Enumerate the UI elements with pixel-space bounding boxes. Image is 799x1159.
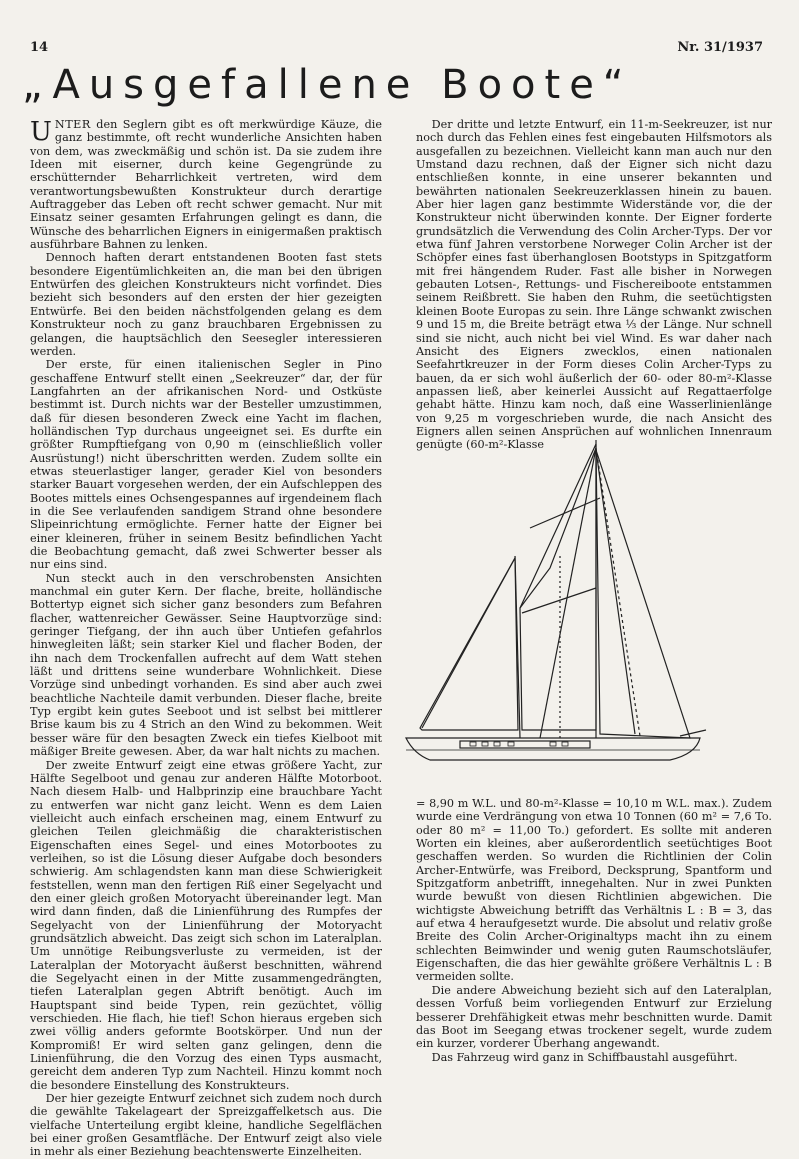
- staysail-luff: [596, 450, 635, 734]
- stay: [540, 448, 596, 738]
- jib-sail: [596, 450, 690, 738]
- paragraph: Der zweite Entwurf zeigt eine etwas größere Yacht, zur Hälfte Segelboot und genau zur anderen Hälfte Motorboot. Nach diesem Halb- und Halbprinzip eine brauchbare Yacht zu entwerfen war nicht ganz leicht. Wenn es dem Laien vielleicht auch einfach erscheinen mag, einem Entwurf zu gleichen Teilen gleichmäßig die charakteristischen Eigenschaften eines Segel- und eines Motorbootes zu verleihen, so ist die Lösung dieser Aufgabe doch besonders schwierig. Am schlagendsten kann man diese Schwierigkeit feststellen, wenn man den fertigen Riß einer Segelyacht und den einer gleich großen Motoryacht übereinander legt. Man wird dann finden, daß die Linienführung des Rumpfes der Segelyacht von der Linienführung der Motoryacht grundsätzlich abweicht. Das zeigt sich schon im Lateralplan. Um unnötige Reibungsverluste zu vermeiden, ist der Lateralplan der Motoryacht äußerst beschnitten, während die Segelyacht einen in der Mitte zusammengedrängten, tiefen Lateralplan gegen Abtrift benötigt. Auch im Hauptspant sind beide Typen, rein gezüchtet, völlig verschieden. Hie flach, hie tief! Schon hieraus ergeben sich zwei völlig anders geformte Bootskörper. Und nun der Kompromiß! Er wird selten ganz gelingen, denn die Linienführung, die den Vorzug des einen Typs ausmacht, gereicht dem anderen Typ zum Nachteil. Hinzu kommt noch die besondere Einstellung des Konstrukteurs.: [30, 758, 382, 1092]
- paragraph: Dennoch haften derart entstandenen Booten fast stets besondere Eigentümlichkeiten an, die man bei den übrigen Entwürfen des gleichen Konstrukteurs nicht vorfindet. Dies bezieht sich besonders auf den ersten der hier gezeigten Entwürfe. Bei den beiden nächstfolgenden gelang es dem Konstrukteur noch zu ganz brauchbaren Ergebnissen zu gelangen, die hauptsächlich den Seesegler interessieren werden.: [30, 251, 382, 358]
- right-text-column-bottom: [416, 797, 772, 1064]
- issue-label: Nr. 31/1937: [677, 40, 763, 55]
- drop-cap: U: [30, 117, 52, 147]
- page-number: 14: [30, 40, 49, 55]
- spreader: [530, 498, 600, 528]
- crosstree: [522, 588, 596, 613]
- paragraph: Der dritte und letzte Entwurf, ein 11-m-Seekreuzer, ist nur noch durch das Fehlen eines fest eingebauten Hilfsmotors als ausgefallen zu bezeichnen. Vielleicht kann man auch nur den Umstand dazu rechnen, daß der Eigner sich nicht dazu entschließen konnte, in eine unserer bekannten und bewährten nationalen Seekreuzerklassen hinein zu bauen. Aber hier lagen ganz bestimmte Widerstände vor, die der Konstrukteur nicht überwinden konnte. Der Eigner forderte grundsätzlich die Verwendung des Colin Archer-Typs. Der vor etwa fünf Jahren verstorbene Norweger Colin Archer ist der Schöpfer eines fast überhanglosen Bootstyps in Spitzgatform mit frei hängendem Ruder. Fast alle bisher in Norwegen gebauten Lotsen-, Rettungs- und Fischereiboote entstammen seinem Reißbrett. Sie haben den Ruhm, die seetüchtigsten kleinen Boote Europas zu sein. Ihre Länge schwankt zwischen 9 und 15 m, die Breite beträgt etwa ⅓ der Länge. Nur schnell sind sie nicht, auch nicht bei viel Wind. Es war daher nach Ansicht des Eigners zwecklos, einen nationalen Seefahrtkreuzer in der Form dieses Colin Archer-Typs zu bauen, da er sich wohl äußerlich der 60- oder 80-m²-Klasse anpassen ließ, aber keinerlei Aussicht auf Regattaerfolge gehabt hätte. Hinzu kam noch, daß eine Wasserlinienlänge von 9,25 m vorgeschrieben wurde, die nach Ansicht des Eigners allen seinen Ansprüchen auf wohnlichen Innenraum genügte (60-m²-Klasse: [416, 118, 772, 452]
- paragraph: Der hier gezeigte Entwurf zeichnet sich zudem noch durch die gewählte Takelageart der Spreizgaffelketsch aus. Die vielfache Unterteilung ergibt kleine, handliche Segelflächen bei einer großen Gesamtfläche. Der Entwurf zeigt also viele in mehr als einer Beziehung beachtenswerte Einzelheiten.: [30, 1092, 382, 1159]
- deckhouse: [460, 741, 590, 748]
- mizzen-leech: [422, 558, 515, 728]
- paragraph: Die andere Abweichung bezieht sich auf den Lateralplan, dessen Vorfuß beim vorliegenden Entwurf zur Erzielung besserer Drehfähigkeit etwas mehr beschnitten wurde. Damit das Boot im Seegang etwas trockener segelt, wurde zudem ein kurzer, vorderer Überhang angewandt.: [416, 983, 772, 1051]
- paragraph-text: den Seglern gibt es oft merkwürdige Käuze, die ganz bestimmte, oft recht wunderliche Ansichten haben von dem, was zweckmäßig und schön ist. Da sie zudem ihre Ideen mit eiserner, durch keine Gegengründe zu erschütternder Beharrlichkeit vertreten, wird dem verantwortungsbewußten Konstrukteur durch derartige Auftraggeber das Leben oft recht schwer gemacht. Nur mit Einsatz seiner gesamten Erfahrungen gelingt es dann, die Wünsche des beharrlichen Eigners in einigermaßen praktisch ausführbare Bahnen zu lenken.: [30, 118, 382, 252]
- right-text-column-top: [416, 118, 772, 452]
- paragraph: Das Fahrzeug wird ganz in Schiffbaustahl ausgeführt.: [431, 1050, 738, 1064]
- paragraph: Nun steckt auch in den verschrobensten Ansichten manchmal ein guter Kern. Der flache, breite, holländische Bottertyp eignet sich sicher ganz besonders zum Befahren flacher, wattenreicher Gewässer. Seine Hauptvorzüge sind: geringer Tiefgang, der ihn auch über Untiefen gefahrlos hinwegleiten läßt; sein starker Kiel und flacher Boden, der ihn nach dem Trockenfallen aufrecht auf dem Watt stehen läßt und drittens seine wunderbare Wohnlichkeit. Diese Vorzüge sind unbedingt vorhanden. Es sind aber auch zwei beachtliche Nachteile damit verbunden. Dieser flache, breite Typ ergibt kein gutes Seeboot und ist selbst bei mittlerer Brise kaum bis zu 4 Strich an den Wind zu bekommen. Weit besser wäre für den besagten Zweck ein tiefes Kielboot mit mäßiger Breite gewesen. Aber, da war halt nichts zu machen.: [30, 571, 382, 759]
- portholes: [470, 742, 568, 746]
- article-title: „Ausgefallene Boote“: [22, 62, 633, 108]
- paragraph: [30, 118, 382, 251]
- left-text-column: [30, 118, 382, 1159]
- ketch-sail-plan-drawing-icon: [400, 438, 712, 788]
- bowsprit: [680, 730, 706, 736]
- topmast-stay: [596, 448, 640, 736]
- main-sail: [520, 444, 596, 730]
- paragraph: Der erste, für einen italienischen Segler in Pino geschaffene Entwurf stellt einen „Seekreuzer“ dar, der für Langfahrten an der afrikanischen Nord- und Ostküste bestimmt ist. Durch nichts war der Besteller umzustimmen, daß für diesen besonderen Zweck eine Yacht im flachen, holländischen Typ durchaus ungeeignet sei. Es durfte ein größter Rumpftiefgang von 0,90 m (einschließlich voller Ausrüstung!) nicht überschritten werden. Zudem sollte ein etwas steuerlastiger langer, gerader Kiel von besonders starker Bauart vorgesehen werden, der ein Aufschleppen des Bootes mittels eines Ochsengespannes auf irgendeinem flach in die See verlaufenden sandigem Strand ohne besondere Slipeinrichtung ermöglichte. Ferner hatte der Eigner bei einer kleineren, früher in seinem Besitz befindlichen Yacht die Beobachtung gemacht, daß zwei Schwerter besser als nur eins sind.: [30, 358, 382, 572]
- paragraph: = 8,90 m W.L. und 80-m²-Klasse = 10,10 m W.L. max.). Zudem wurde eine Verdrängung von etwa 10 Tonnen (60 m² = 7,6 To. oder 80 m² = 11,00 To.) gefordert. Es sollte mit anderen Worten ein kleines, aber außerordentlich seetüchtiges Boot geschaffen werden. So wurden die Richtlinien der Colin Archer-Entwürfe, was Freibord, Decksprung, Spantform und Spitzgatform anbetrifft, innegehalten. Nur in zwei Punkten wurde bewußt von diesen Richtlinien abgewichen. Die wichtigste Abweichung betrifft das Verhältnis L : B = 3, das auf etwa 4 heraufgesetzt wurde. Die absolut und relativ große Breite des Colin Archer-Originaltyps macht ihn zu einem schlechten Beimwinder und wenig guten Raumschotsläufer, Eigenschaften, die das hier gewählte größere Verhältnis L : B vermeiden sollte.: [416, 797, 772, 984]
- first-word: NTER: [54, 118, 91, 131]
